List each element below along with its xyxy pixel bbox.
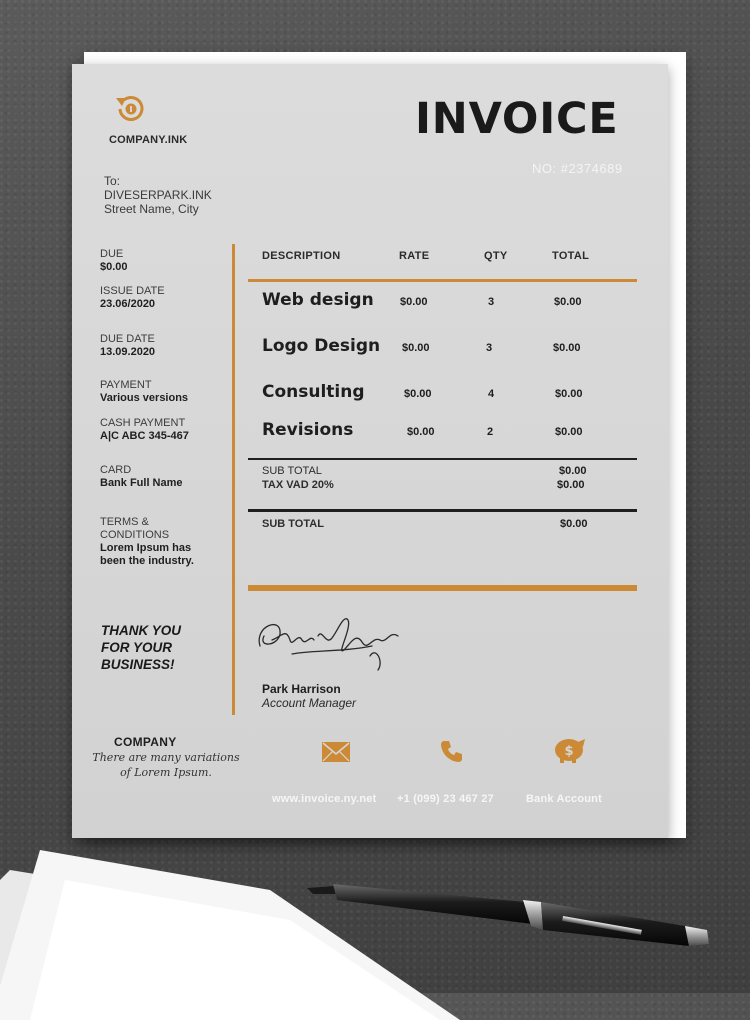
- invoice-sheet: COMPANY.INK INVOICE NO: #2374689 To: DIVESERPARK.INK Street Name, City DUE $0.00 ISSUE DATE 23.06/2020 DUE DATE 13.09.2020 PAYMENT Various versions CASH PAYMENT A|C ABC 345-467 CARD Bank Full Name TERMS & CONDITIONS Lorem Ipsum has been the industry. THANK YOU FOR YOUR BUSINESS! DESCRIPTION RATE QTY TOTAL Web design $0.00 3 $0.00 Logo Design $0.00 3 $0.00 Consulting $0.00 4 $0.00 Revisions $0.00 2 $0.00 SUB TOTAL $0.00 TAX VAD 20% $0.00 SUB TOTAL $0.00 Park Harrison Account Manager COMPANY There are many variations of Lorem Ipsum. $ www.invoice.ny.net +1 (099) 23 467 27 Bank Account: [72, 64, 668, 838]
- signer-role: Account Manager: [262, 696, 357, 710]
- pen: [305, 880, 720, 950]
- phone-icon: [440, 739, 464, 763]
- footer-tagline: There are many variations of Lorem Ipsum.: [92, 751, 240, 779]
- piggy-bank-icon: [552, 734, 588, 764]
- recipient-address: Street Name, City: [104, 202, 199, 216]
- subtotal-value: $0.00: [559, 465, 587, 477]
- terms-conditions: TERMS & CONDITIONS Lorem Ipsum has been the industry.: [100, 516, 194, 567]
- invoice-title: INVOICE: [415, 94, 619, 144]
- signature-rule: [248, 585, 637, 591]
- footer-company: COMPANY: [114, 735, 177, 749]
- header-qty: QTY: [484, 250, 508, 262]
- handwritten-signature: [252, 606, 412, 676]
- detail-card: CARD Bank Full Name: [100, 464, 183, 489]
- column-divider: [232, 244, 235, 715]
- grand-total-value: $0.00: [560, 518, 588, 530]
- header-rate: RATE: [399, 250, 430, 262]
- header-description: DESCRIPTION: [262, 250, 341, 262]
- detail-issue-date: ISSUE DATE 23.06/2020: [100, 285, 165, 310]
- recipient-block: [104, 174, 212, 216]
- to-label: To:: [104, 174, 121, 188]
- footer-phone[interactable]: +1 (099) 23 467 27: [397, 793, 494, 805]
- subtotal-label: SUB TOTAL: [262, 465, 322, 477]
- invoice-number: NO: #2374689: [532, 161, 623, 176]
- footer-website[interactable]: www.invoice.ny.net: [272, 793, 377, 805]
- grand-total-rule: [248, 509, 637, 512]
- detail-due-date: DUE DATE 13.09.2020: [100, 333, 156, 358]
- thank-you-message: THANK YOU FOR YOUR BUSINESS!: [101, 623, 182, 672]
- svg-text:$: $: [564, 744, 574, 759]
- table-header-rule: [248, 279, 637, 282]
- subtotal-rule: [248, 458, 637, 460]
- envelope-icon: [322, 742, 350, 762]
- signer-name: Park Harrison: [262, 682, 341, 696]
- recipient-name: DIVESERPARK.INK: [104, 188, 212, 202]
- tax-label: TAX VAD 20%: [262, 479, 334, 491]
- detail-payment: PAYMENT Various versions: [100, 379, 189, 404]
- tax-value: $0.00: [557, 479, 585, 491]
- detail-due: DUE $0.00: [100, 248, 128, 273]
- grand-total-label: SUB TOTAL: [262, 518, 324, 530]
- company-logo-icon: [110, 92, 150, 126]
- detail-cash-payment: CASH PAYMENT A|C ABC 345-467: [100, 417, 189, 442]
- footer-bank-account[interactable]: Bank Account: [526, 793, 602, 805]
- header-total: TOTAL: [552, 250, 590, 262]
- company-name: COMPANY.INK: [109, 134, 188, 146]
